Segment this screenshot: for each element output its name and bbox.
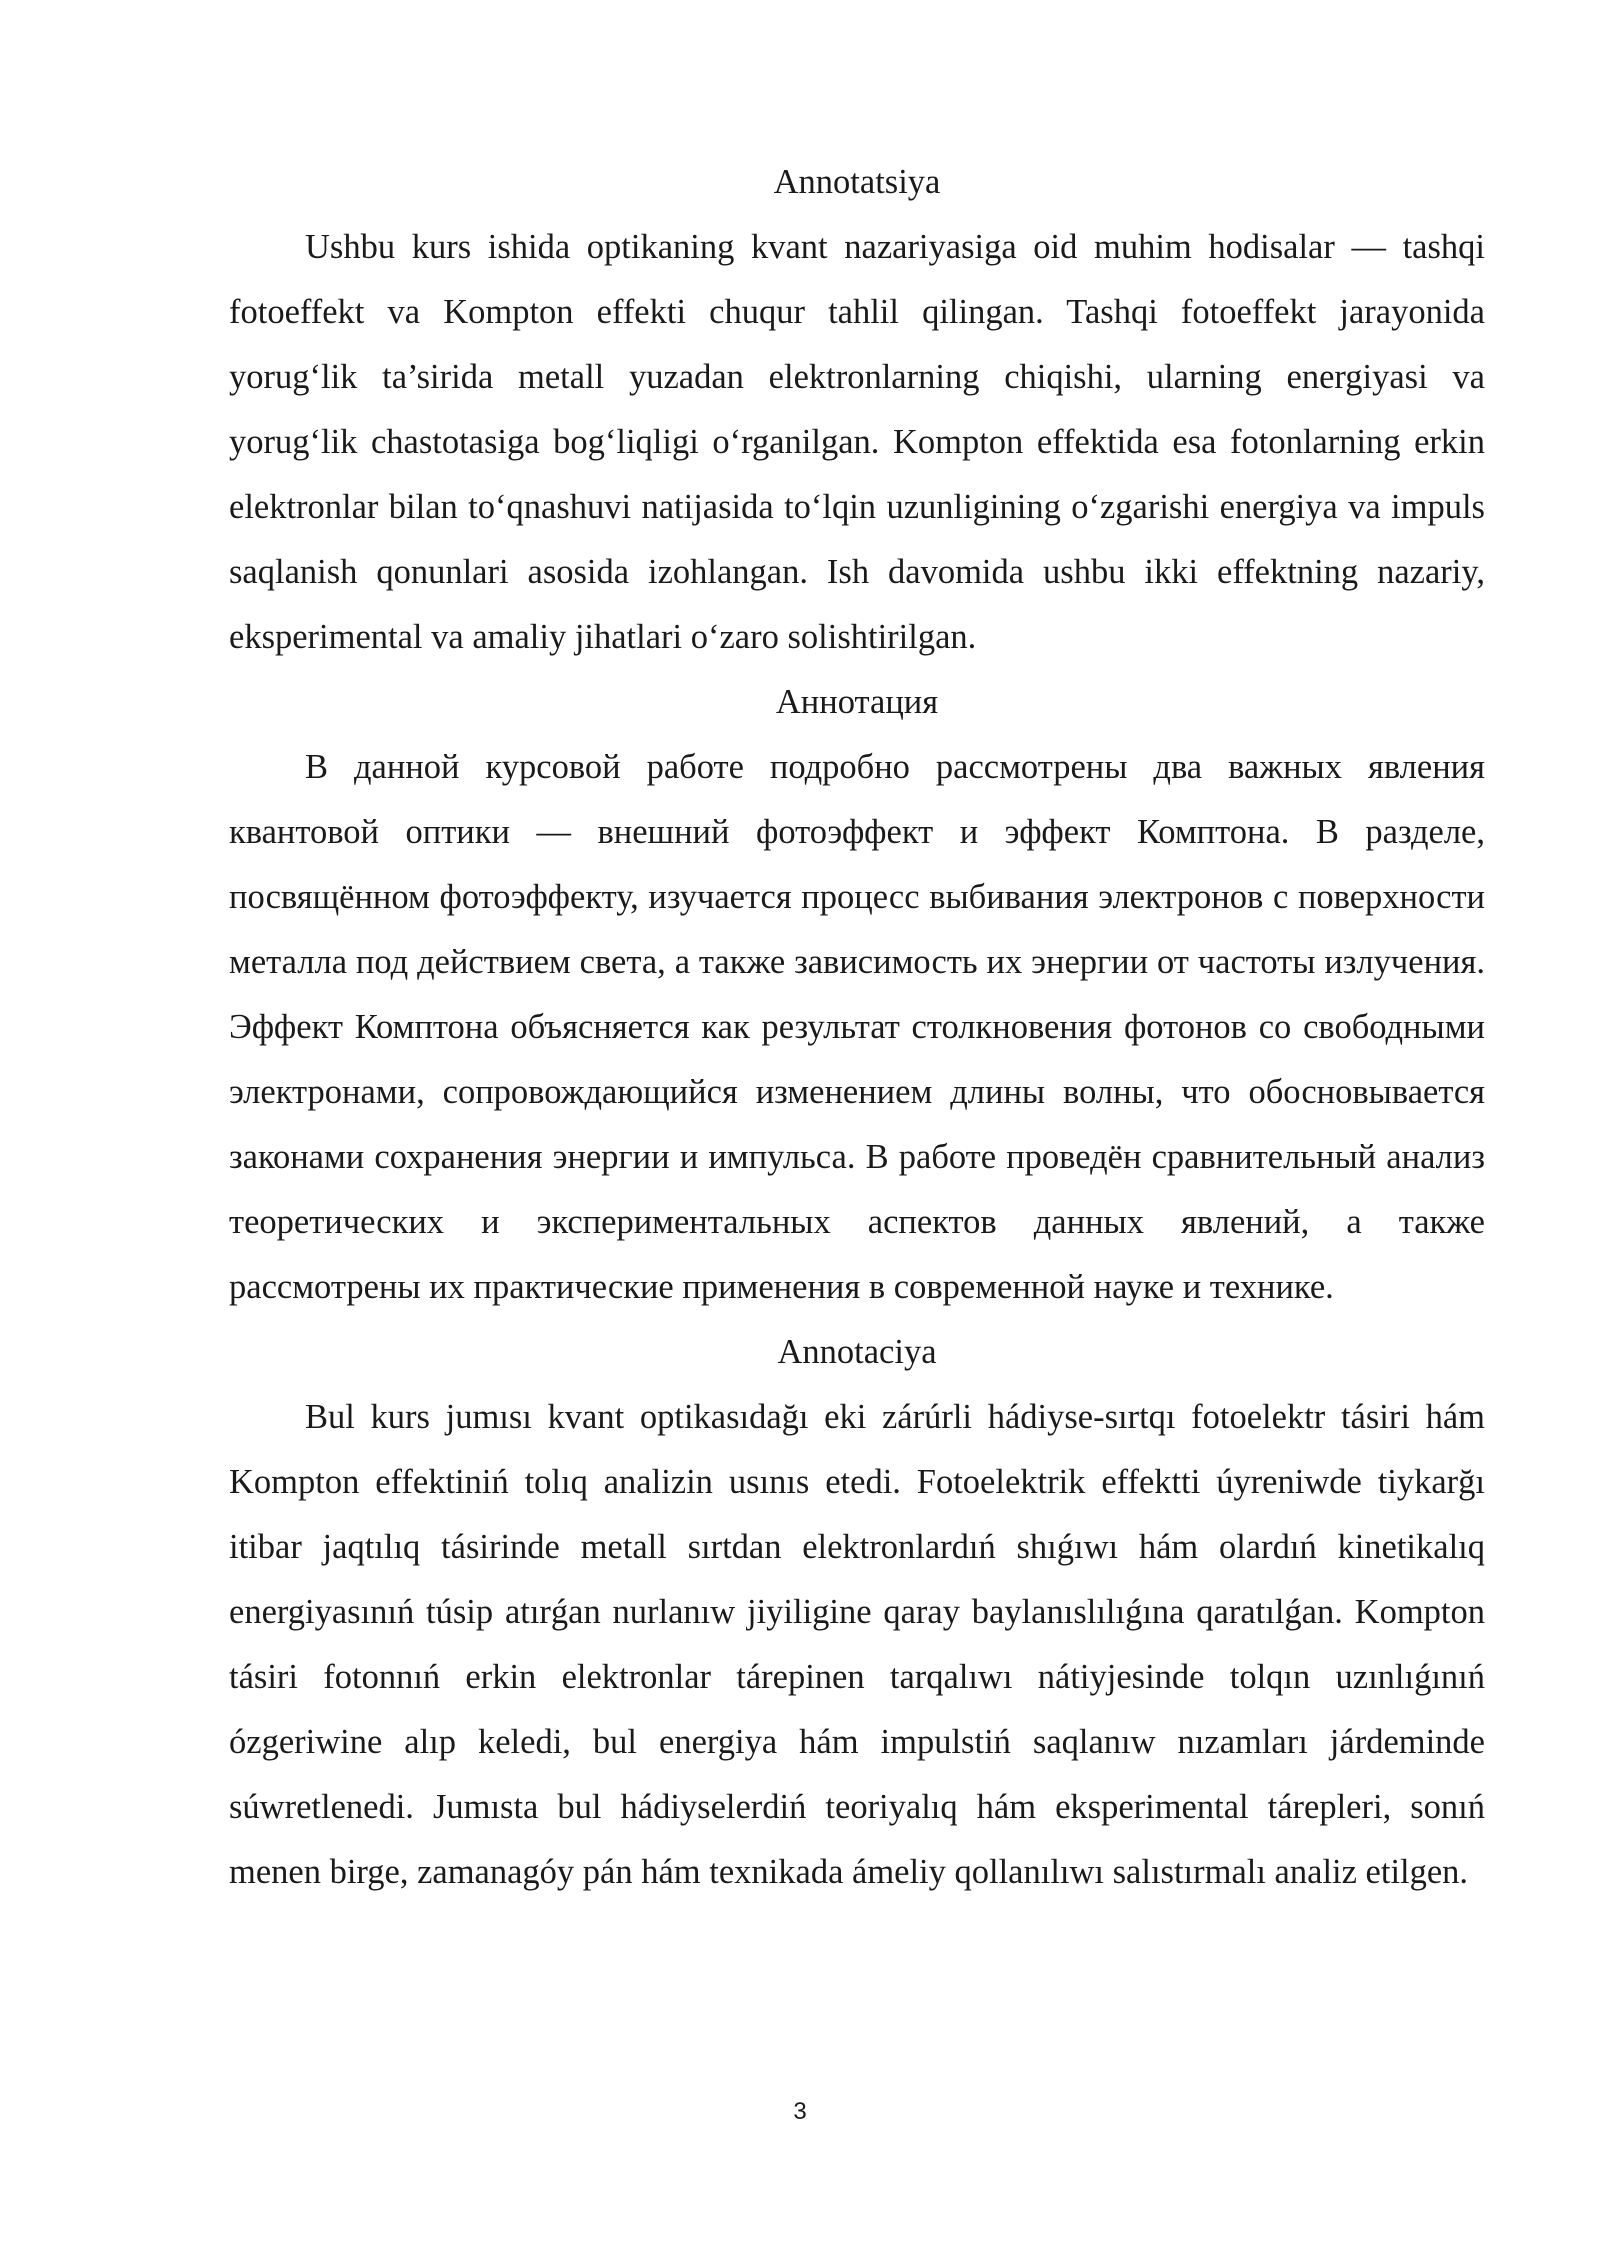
section-title-russian: Аннотация (775, 683, 939, 721)
section-title-karakalpak: Annotaciya (777, 1333, 937, 1371)
abstract-uzbek: Ushbu kurs ishida optikaning kvant nazariyasiga oid muhim hodisalar — tashqi fotoeffekt va Kompton effekti chuqur tahlil qilingan. Tashqi fotoeffekt jarayonida yorug‘lik ta’sirida metall yuzadan elektronlarning chiqishi, ularning energiyasi va yorug‘lik chastotasiga bog‘liqligi o‘rganilgan. Kompton effektida esa fotonlarning erkin elektronlar bilan to‘qnashuvi natijasida to‘lqin uzunligining o‘zgarishi energiya va impuls saqlanish qonunlari asosida izohlangan. Ish davomida ushbu ikki effektning nazariy, eksperimental va amaliy jihatlari o‘zaro solishtirilgan. (229, 228, 1485, 656)
section-title-uzbek: Annotatsiya (773, 163, 941, 201)
page-content (229, 150, 1485, 1905)
abstract-russian: В данной курсовой работе подробно рассмотрены два важных явления квантовой оптики — внешний фотоэффект и эффект Комптона. В разделе, посвящённом фотоэффекту, изучается процесс выбивания электронов с поверхности металла под действием света, а также зависимость их энергии от частоты излучения. Эффект Комптона объясняется как результат столкновения фотонов со свободными электронами, сопровождающийся изменением длины волны, что обосновывается законами сохранения энергии и импульса. В работе проведён сравнительный анализ теоретических и экспериментальных аспектов данных явлений, а также рассмотрены их практические применения в современной науке и технике. (229, 748, 1485, 1306)
abstract-karakalpak: Bul kurs jumısı kvant optikasıdağı eki zárúrli hádiyse-sırtqı fotoelektr tásiri hám Kompton effektiniń tolıq analizin usınıs etedi. Fotoelektrik effektti úyreniwde tiykarğı itibar jaqtılıq tásirinde metall sırtdan elektronlardıń shıǵıwı hám olardıń kinetikalıq energiyasınıń túsip atırǵan nurlanıw jiyiligine qaray baylanıslılıǵına qaratılǵan. Kompton tásiri fotonnıń erkin elektronlar tárepinen tarqalıwı nátiyjesinde tolqın uzınlıǵınıń ózgeriwine alıp keledi, bul energiya hám impulstiń saqlanıw nızamları járdeminde súwretlenedi. Jumısta bul hádiyselerdiń teoriyalıq hám eksperimental tárepleri, sonıń menen birge, zamanagóy pán hám texnikada ámeliy qollanılıwı salıstırmalı analiz etilgen. (229, 1398, 1485, 1891)
page-number: 3 (793, 2098, 807, 2125)
